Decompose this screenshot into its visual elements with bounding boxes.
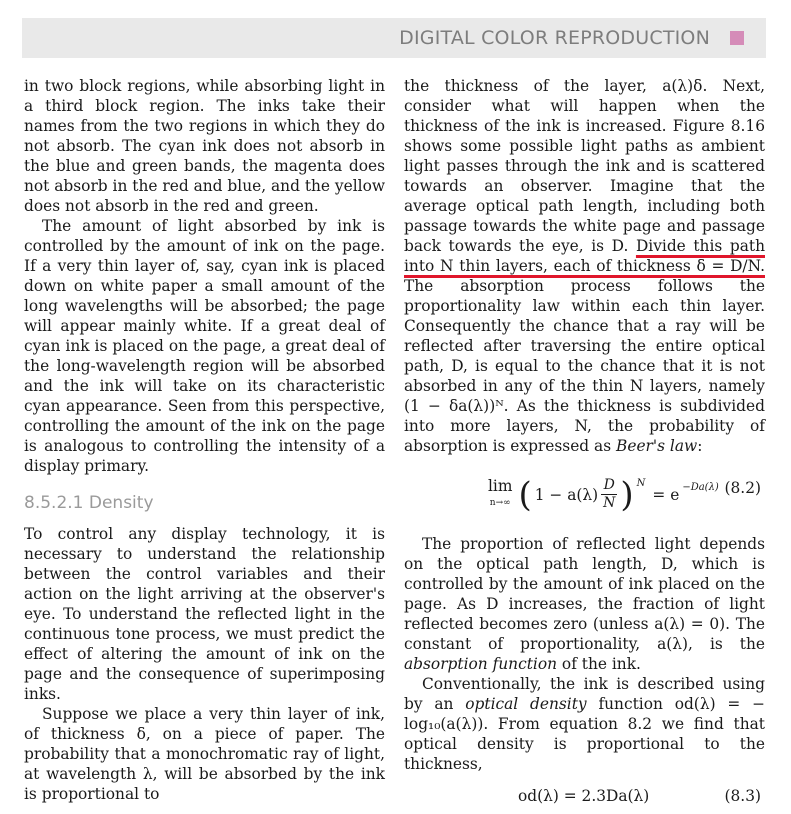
exponent: −Da(λ) — [682, 481, 719, 493]
optical-density-term: optical density — [465, 695, 587, 713]
left-paren: ( — [518, 474, 532, 515]
absorption-function-term: absorption function — [404, 655, 558, 673]
left-column — [24, 76, 385, 804]
equals-e: = e — [652, 485, 680, 504]
lim-text: lim — [488, 477, 513, 495]
power-n: N — [636, 477, 646, 489]
fraction-denominator: N — [603, 495, 616, 511]
right-paragraph-2-text: The proportion of reflected light depends on the optical path length, D, which is controlled by the amount of ink placed on the page. As D increases, the fraction of light reflected becomes zero (unless a(λ) = 0). The constant of proportionality, a(λ), is the — [404, 535, 765, 653]
red-underlined-sentence: Divide this path into N thin layers, each of thickness δ = D/N. — [404, 237, 765, 275]
beers-law-term: Beer's law — [616, 437, 698, 455]
section-heading: 8.5.2.1 Density — [24, 493, 154, 513]
right-paragraph-2-end: of the ink. — [561, 655, 641, 673]
left-paragraph-1: in two block regions, while absorbing light in a third block region. The inks take their names from the two regions in which they do not absorb. The cyan ink does not absorb in the blue and green bands, the magenta does not absorb in the red and blue, and the yellow does not absorb in the red and green. — [24, 77, 386, 215]
right-paragraph-2 — [404, 534, 765, 674]
equation-8-3-body: od(λ) = 2.3Da(λ) — [518, 787, 650, 805]
left-paragraph-3: To control any display technology, it is necessary to understand the relationship between the control variables and their action on the light arriving at the observer's eye. To understand the reflected light in the continuous tone process, we must predict the effect of altering the amount of ink on the page and the consequence of superimposing inks. — [24, 525, 385, 703]
limit-operator — [488, 476, 512, 513]
left-paragraph-4: Suppose we place a very thin layer of ink, of thickness δ, on a piece of paper. The probability that a monochromatic ray of light, at wavelength λ, will be absorbed by the ink is proportional to — [24, 705, 385, 803]
fraction-numerator: D — [603, 477, 615, 493]
equation-number-8-2: (8.2) — [724, 479, 761, 497]
right-paragraph-1-end: : — [697, 437, 703, 455]
equation-8-3 — [404, 786, 765, 814]
right-paragraph-1 — [404, 76, 765, 456]
right-paragraph-3-text-b: function od(λ) = − log₁₀(a(λ)). From equation 8.2 we find that optical density is proportional to the thickness, — [404, 695, 765, 773]
equation-number-8-3: (8.3) — [724, 787, 761, 805]
header-title: DIGITAL COLOR REPRODUCTION — [399, 27, 710, 49]
equation-8-2-body — [488, 476, 719, 513]
left-paragraph-2: The amount of light absorbed by ink is controlled by the amount of ink on the page. If a very thin layer of, say, cyan ink is placed down on white paper a small amount of the long wavelengths will be absorbed; the page will appear mainly white. If a great deal of cyan ink is placed on the page, a great deal of the long-wavelength region will be absorbed and the ink will take on its characteristic cyan appearance. Seen from this perspective, controlling the amount of the ink on the page is analogous to controlling the intensity of a display primary. — [24, 217, 385, 475]
right-paren: ) — [620, 474, 634, 515]
right-column — [404, 76, 765, 814]
one-minus-term: 1 − a(λ) — [534, 485, 599, 504]
right-paragraph-3-text-a: Conventionally, the ink is described using by an — [404, 675, 765, 713]
fraction-d-over-n — [601, 477, 617, 512]
right-paragraph-1-text-a: the thickness of the layer, a(λ)δ. Next, consider what will happen when the thickness of the ink is increased. Figure 8.16 shows some possible light paths as ambient light passes through the ink and is scattered towards an observer. Imagine that the average optical path length, including both passage towards the white page and passage back towards the eye, is D. — [404, 77, 765, 255]
lim-subscript: n→∞ — [489, 498, 511, 508]
running-header — [22, 18, 766, 58]
right-paragraph-3 — [404, 674, 765, 774]
header-square-marker — [730, 31, 744, 45]
equation-8-2 — [404, 470, 765, 518]
right-paragraph-1-text-b: The absorption process follows the proportionality law within each thin layer. Consequently the chance that a ray will be reflected after traversing the entire optical path, D, is equal to the chance that it is not absorbed in any of the thin N layers, namely (1 − δa(λ))ᴺ. As the thickness is subdivided into more layers, N, the probability of absorption is expressed as — [404, 277, 765, 455]
